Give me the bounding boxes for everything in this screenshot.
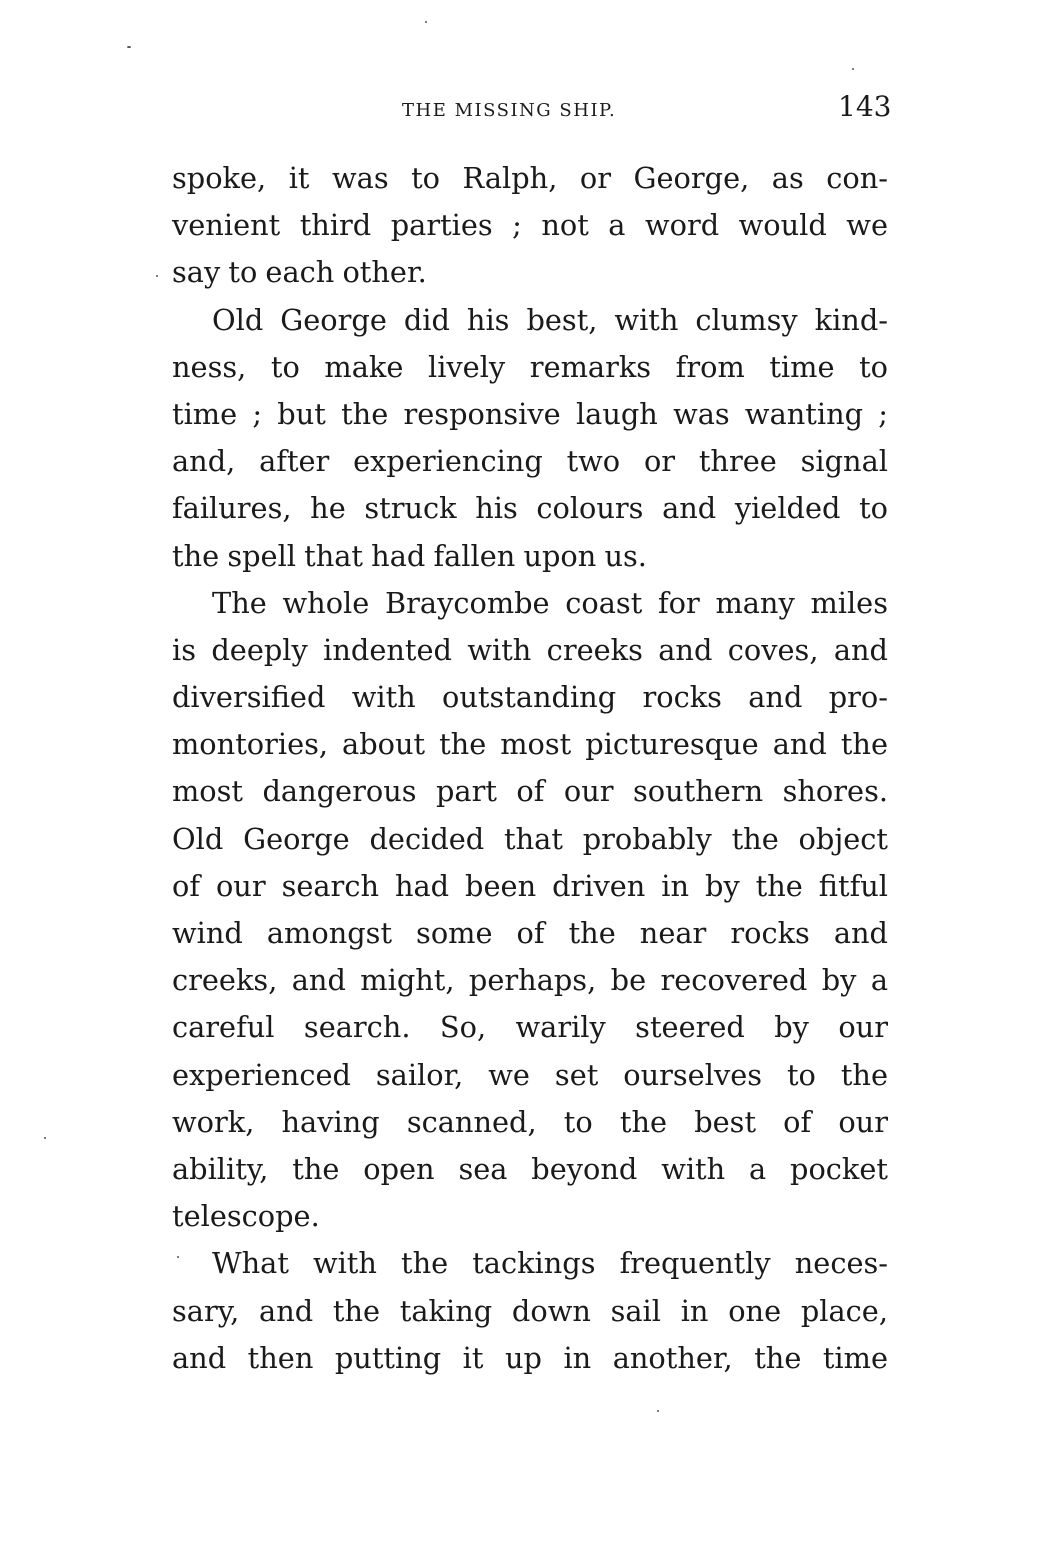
paragraph [172,580,888,1241]
scan-speck [44,1137,46,1139]
text-line: careful search. So, warily steered by our [172,1010,888,1045]
text-line: of our search had been driven in by the fitful [172,868,888,903]
text-line: and then putting it up in another, the time [172,1340,888,1375]
text-line: The whole Braycombe coast for many miles [212,585,888,620]
text-line: diversified with outstanding rocks and pro- [172,680,888,715]
text-line: What with the tackings frequently neces- [212,1246,888,1281]
text-line: Old George did his best, with clumsy kind- [212,302,888,337]
body-text [172,155,888,1382]
text-line: work, having scanned, to the best of our [172,1104,888,1139]
text-line: is deeply indented with creeks and coves, and [172,632,888,667]
text-line: and, after experiencing two or three signal [172,444,888,479]
scan-speck [177,1256,179,1258]
text-line: time ; but the responsive laugh was wanting ; [172,396,888,431]
text-line: spoke, it was to Ralph, or George, as con- [172,161,888,195]
scan-speck [852,68,854,70]
scan-speck [657,1410,659,1412]
text-line: sary, and the taking down sail in one place, [172,1293,888,1328]
text-line: wind amongst some of the near rocks and [172,916,888,950]
page-number: 143 [838,90,892,123]
paragraph [172,297,888,580]
text-line: ability, the open sea beyond with a pocket [172,1151,888,1186]
running-title: THE MISSING SHIP. [402,100,617,121]
scan-speck [156,275,158,277]
paragraph [172,1240,888,1382]
scan-speck [127,46,131,48]
text-line: creeks, and might, perhaps, be recovered by a [172,963,888,998]
text-line: say to each other. [172,255,427,290]
text-line: ness, to make lively remarks from time to [172,349,888,384]
scan-speck [425,21,427,23]
text-line: the spell that had fallen upon us. [172,538,647,573]
text-line: telescope. [172,1199,320,1234]
text-line: most dangerous part of our southern shores. [172,774,888,809]
text-line: Old George decided that probably the object [172,821,888,856]
paragraph [172,155,888,297]
text-line: montories, about the most picturesque and the [172,727,888,762]
text-line: failures, he struck his colours and yielded to [172,491,888,526]
text-line: venient third parties ; not a word would we [172,208,888,243]
text-line: experienced sailor, we set ourselves to the [172,1057,888,1092]
